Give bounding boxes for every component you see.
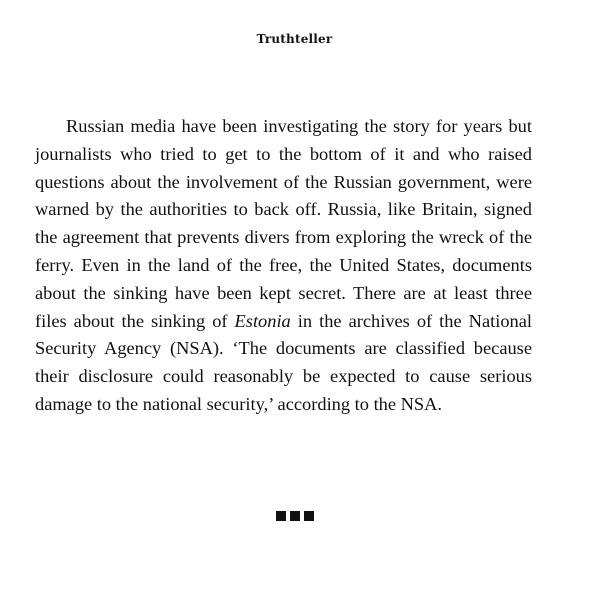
square-ornament-icon	[304, 511, 314, 521]
paragraph-text-after-title: in the archives of the National Security Agency (NSA). ‘The documents are classified because their disclosure could reasonably be expected to cause serious damage to the national security,’ according to the NSA.	[35, 310, 532, 414]
square-ornament-icon	[290, 511, 300, 521]
paragraph-text-before-title: Russian media have been investigating the story for years but journalists who tried to get to the bottom of it and who raised questions about the involvement of the Russian government, were warned by the authorities to back off. Russia, like Britain, signed the agreement that prevents divers from exploring the wreck of the ferry. Even in the land of the free, the United States, documents about the sinking have been kept secret. There are at least three files about the sinking of	[35, 116, 532, 331]
square-ornament-icon	[276, 511, 286, 521]
ship-title: Estonia	[234, 310, 291, 331]
running-head: Truthteller	[256, 32, 333, 46]
body-paragraph	[35, 113, 532, 419]
section-break-ornament	[0, 511, 589, 521]
